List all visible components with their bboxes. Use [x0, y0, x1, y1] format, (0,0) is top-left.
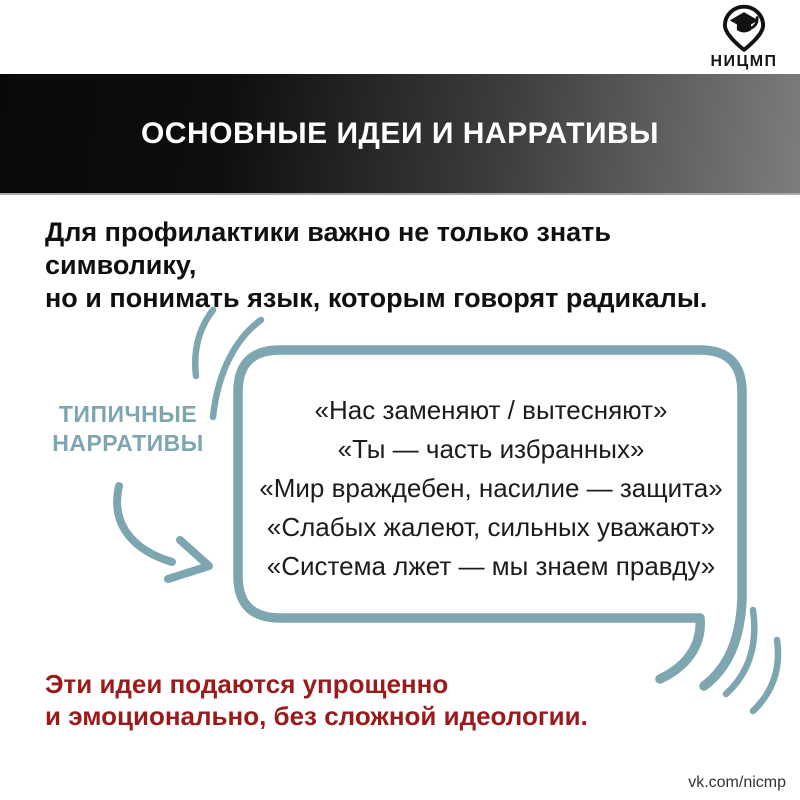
narrative-quote: «Нас заменяют / вытесняют» — [314, 395, 668, 425]
logo — [696, 4, 792, 71]
narratives-label — [33, 400, 223, 458]
header-banner — [0, 74, 800, 195]
closing-note-line-2: и эмоционально, без сложной идеологии. — [45, 701, 588, 731]
narratives-label-line-1: ТИПИЧНЫЕ — [58, 401, 198, 427]
narrative-quote: «Слабых жалеют, сильных уважают» — [266, 512, 716, 542]
page-title: ОСНОВНЫЕ ИДЕИ И НАРРАТИВЫ — [140, 116, 660, 150]
narrative-quote: «Система лжет — мы знаем правду» — [266, 551, 716, 581]
narratives-label-line-2: НАРРАТИВЫ — [52, 430, 204, 456]
intro-paragraph — [45, 216, 765, 315]
watermark-url: vk.com/nicmp — [688, 774, 786, 791]
closing-note-line-1: Эти идеи подаются упрощенно — [45, 669, 449, 699]
narrative-quote: «Ты — часть избранных» — [337, 434, 645, 464]
intro-line-2: но и понимать язык, которым говорят радикалы. — [45, 283, 708, 313]
closing-note — [45, 668, 745, 732]
narratives-list — [245, 391, 737, 586]
curved-arrow-icon — [117, 486, 209, 579]
intro-line-1: Для профилактики важно не только знать символику, — [45, 217, 611, 280]
logo-org-name: НИЦМП — [710, 53, 778, 70]
graduation-cap-pin-icon — [696, 4, 792, 52]
narrative-quote: «Мир враждебен, насилие — защита» — [259, 473, 723, 503]
